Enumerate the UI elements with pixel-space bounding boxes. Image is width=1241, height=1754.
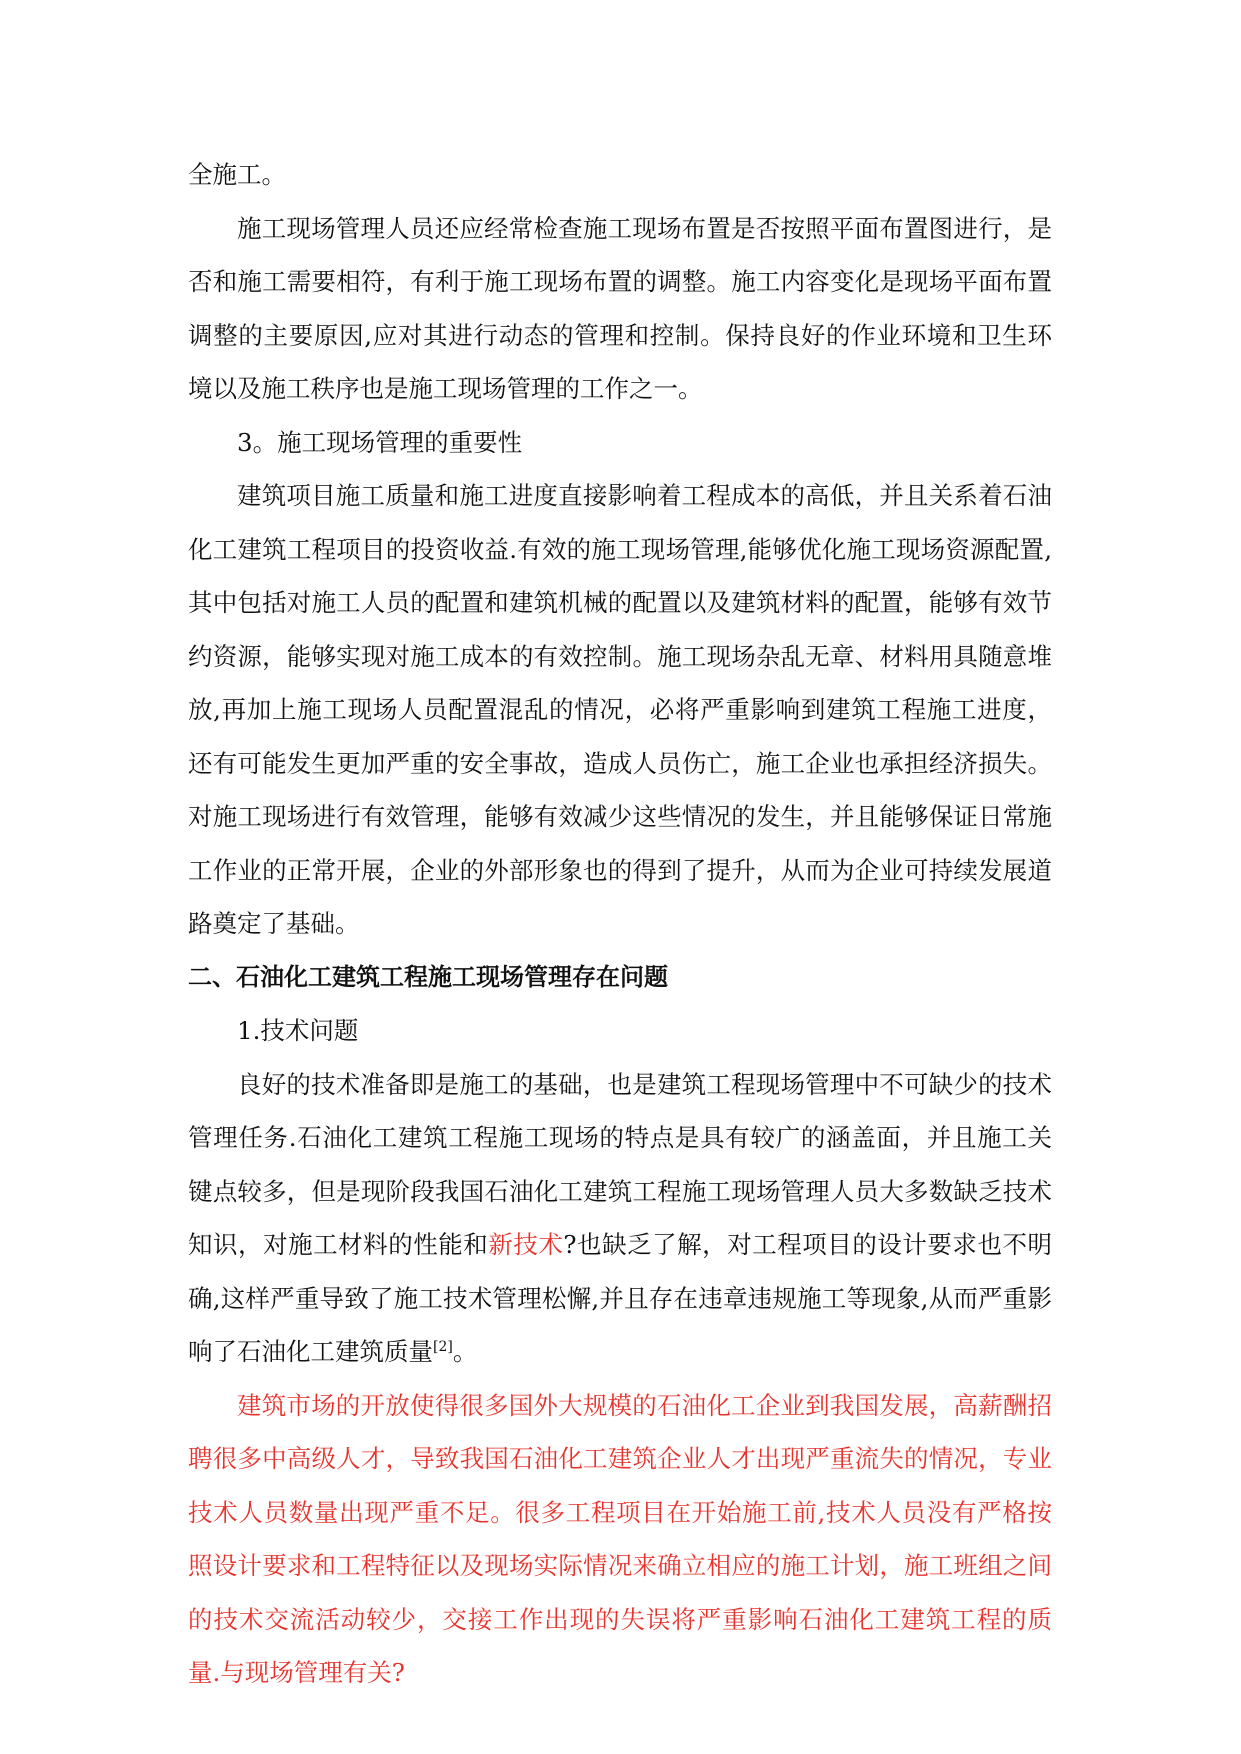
paragraph-importance: 建筑项目施工质量和施工进度直接影响着工程成本的高低，并且关系着石油化工建筑工程项目的投资收益.有效的施工现场管理,能够优化施工现场资源配置,其中包括对施工人员的配置和建筑机械的配置以及建筑材料的配置，能够有效节约资源，能够实现对施工成本的有效控制。施工现场杂乱无章、材料用具随意堆放,再加上施工现场人员配置混乱的情况，必将严重影响到建筑工程施工进度，还有可能发生更加严重的安全事故，造成人员伤亡，施工企业也承担经济损失。对施工现场进行有效管理，能够有效减少这些情况的发生，并且能够保证日常施工作业的正常开展，企业的外部形象也的得到了提升，从而为企业可持续发展道路奠定了基础。 (188, 481, 1052, 938)
paragraph-technical-issues (188, 1058, 1052, 1379)
section-heading-problems: 二、石油化工建筑工程施工现场管理存在问题 (188, 962, 668, 991)
paragraph-continuation: 全施工。 (188, 160, 286, 189)
technical-text-part2: ?也缺乏了解，对工程项目的设计要求也不明确,这样严重导致了施工技术管理松懈,并且存在违章违规施工等现象,从而严重影响了石油化工建筑质量 (188, 1230, 1053, 1366)
subheading-importance: 3。施工现场管理的重要性 (237, 427, 523, 457)
document-body (188, 148, 1052, 1700)
highlight-new-technology: 新技术 (488, 1230, 564, 1259)
technical-text-end: 。 (452, 1337, 478, 1366)
paragraph-site-layout: 施工现场管理人员还应经常检查施工现场布置是否按照平面布置图进行，是否和施工需要相符，有利于施工现场布置的调整。施工内容变化是现场平面布置调整的主要原因,应对其进行动态的管理和控制。保持良好的作业环境和卫生环境以及施工秩序也是施工现场管理的工作之一。 (188, 213, 1052, 403)
paragraph-talent-loss-highlighted: 建筑市场的开放使得很多国外大规模的石油化工企业到我国发展，高薪酬招聘很多中高级人才，导致我国石油化工建筑企业人才出现严重流失的情况，专业技术人员数量出现严重不足。很多工程项目在开始施工前,技术人员没有严格按照设计要求和工程特征以及现场实际情况来确立相应的施工计划，施工班组之间的技术交流活动较少，交接工作出现的失误将严重影响石油化工建筑工程的质量.与现场管理有关? (188, 1390, 1052, 1687)
subheading-technical-issues: 1.技术问题 (237, 1016, 359, 1045)
citation-marker: [2] (433, 1339, 453, 1355)
technical-text-part1: 良好的技术准备即是施工的基础，也是建筑工程现场管理中不可缺少的技术管理任务.石油化工建筑工程施工现场的特点是具有较广的涵盖面，并且施工关键点较多，但是现阶段我国石油化工建筑工程施工现场管理人员大多数缺乏技术知识，对施工材料的性能和 (188, 1069, 1052, 1259)
